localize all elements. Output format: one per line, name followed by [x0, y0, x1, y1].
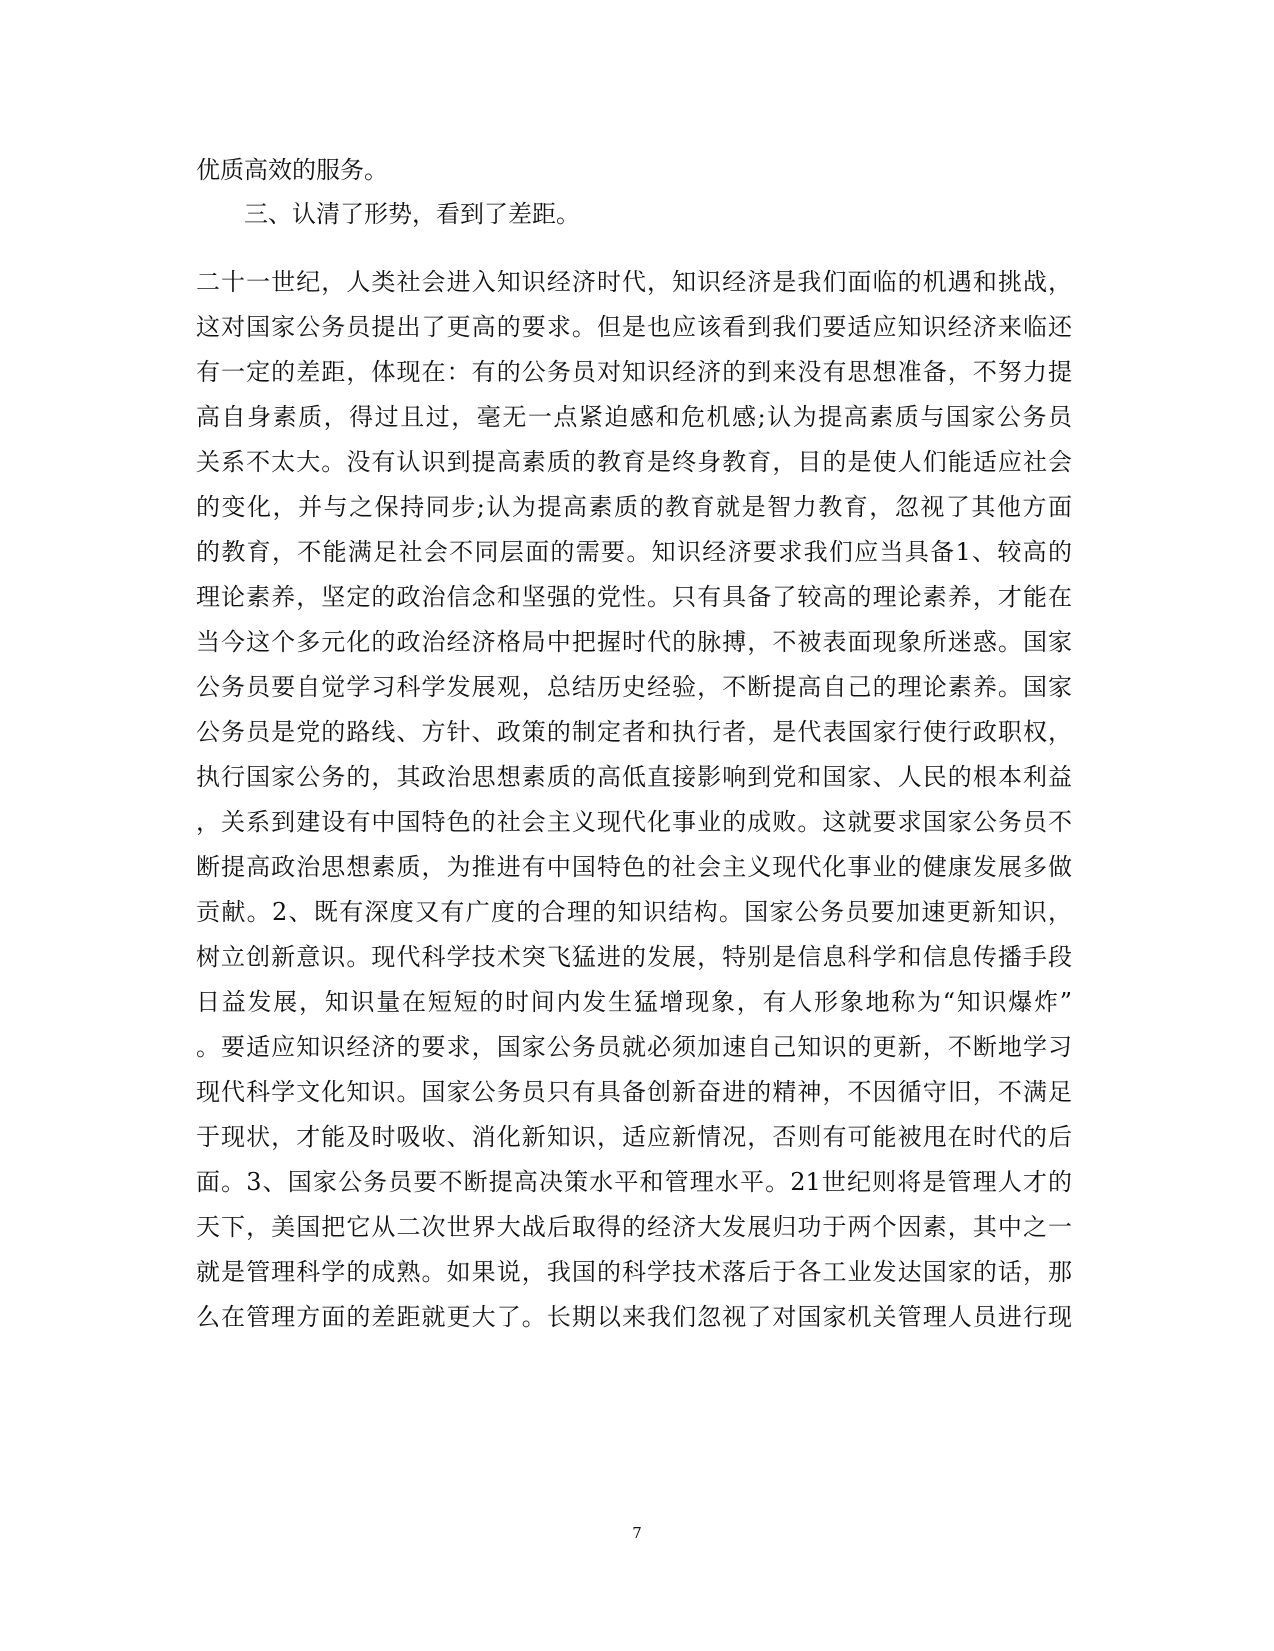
- text-line: 有一定的差距，体现在：有的公务员对知识经济的到来没有思想准备，不努力提: [196, 358, 1072, 386]
- text-line: 日益发展，知识量在短短的时间内发生猛增现象，有人形象地称为“知识爆炸”: [196, 988, 1072, 1016]
- text-line: 二十一世纪，人类社会进入知识经济时代，知识经济是我们面临的机遇和挑战，: [196, 268, 1072, 296]
- text-line: 天下，美国把它从二次世界大战后取得的经济大发展归功于两个因素，其中之一: [196, 1213, 1072, 1241]
- text-line: 贡献。2、既有深度又有广度的合理的知识结构。国家公务员要加速更新知识，: [196, 898, 1072, 926]
- text-line: ，关系到建设有中国特色的社会主义现代化事业的成败。这就要求国家公务员不: [196, 808, 1072, 836]
- text-line: 于现状，才能及时吸收、消化新知识，适应新情况，否则有可能被甩在时代的后: [196, 1123, 1072, 1151]
- text-line: 这对国家公务员提出了更高的要求。但是也应该看到我们要适应知识经济来临还: [196, 313, 1072, 341]
- text-line: 执行国家公务的，其政治思想素质的高低直接影响到党和国家、人民的根本利益: [196, 763, 1072, 791]
- section-heading: 三、认清了形势，看到了差距。: [244, 200, 580, 228]
- text-line: 树立创新意识。现代科学技术突飞猛进的发展，特别是信息科学和信息传播手段: [196, 943, 1072, 971]
- text-line: 的教育，不能满足社会不同层面的需要。知识经济要求我们应当具备1、较高的: [196, 538, 1072, 566]
- text-line: 当今这个多元化的政治经济格局中把握时代的脉搏，不被表面现象所迷惑。国家: [196, 628, 1072, 656]
- text-line: 么在管理方面的差距就更大了。长期以来我们忽视了对国家机关管理人员进行现: [196, 1303, 1072, 1331]
- text-line: 理论素养，坚定的政治信念和坚强的党性。只有具备了较高的理论素养，才能在: [196, 583, 1072, 611]
- text-line: 断提高政治思想素质，为推进有中国特色的社会主义现代化事业的健康发展多做: [196, 853, 1072, 881]
- text-line: 优质高效的服务。: [196, 156, 388, 184]
- text-line: 现代科学文化知识。国家公务员只有具备创新奋进的精神，不因循守旧，不满足: [196, 1078, 1072, 1106]
- text-line: 就是管理科学的成熟。如果说，我国的科学技术落后于各工业发达国家的话，那: [196, 1258, 1072, 1286]
- text-line: 关系不太大。没有认识到提高素质的教育是终身教育，目的是使人们能适应社会: [196, 448, 1072, 476]
- text-line: 。要适应知识经济的要求，国家公务员就必须加速自己知识的更新，不断地学习: [196, 1033, 1072, 1061]
- text-line: 的变化，并与之保持同步;认为提高素质的教育就是智力教育，忽视了其他方面: [196, 493, 1072, 521]
- text-line: 面。3、国家公务员要不断提高决策水平和管理水平。21世纪则将是管理人才的: [196, 1168, 1072, 1196]
- text-line: 公务员是党的路线、方针、政策的制定者和执行者，是代表国家行使行政职权，: [196, 718, 1072, 746]
- page-number: 7: [632, 1524, 642, 1542]
- text-line: 公务员要自觉学习科学发展观，总结历史经验，不断提高自己的理论素养。国家: [196, 673, 1072, 701]
- text-line: 高自身素质，得过且过，毫无一点紧迫感和危机感;认为提高素质与国家公务员: [196, 403, 1072, 431]
